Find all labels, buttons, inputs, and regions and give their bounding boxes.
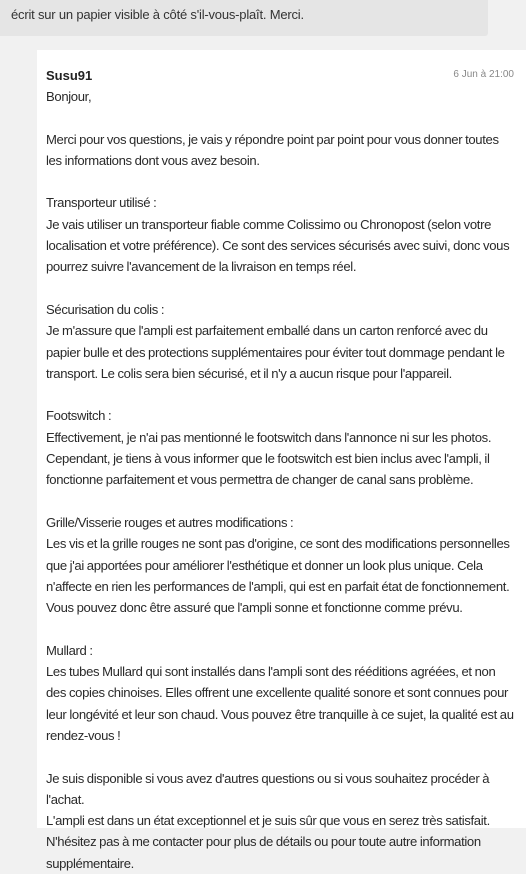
message-author[interactable]: Susu91 <box>46 68 93 83</box>
closing-line-1: Je suis disponible si vous avez d'autres questions ou si vous souhaitez procéder à l'achat. <box>46 770 490 807</box>
section-heading-footswitch: Footswitch : <box>46 408 112 424</box>
section-heading-securisation: Sécurisation du colis : <box>46 301 165 317</box>
message-greeting: Bonjour, <box>46 89 92 104</box>
previous-message-text: écrit sur un papier visible à côté s'il-vous-plaît. Merci. <box>11 7 304 22</box>
section-heading-mullard: Mullard : <box>46 642 93 658</box>
section-heading-transporteur: Transporteur utilisé : <box>46 195 157 211</box>
section-heading-grille: Grille/Visserie rouges et autres modifications : <box>46 514 294 530</box>
section-text-grille: Les vis et la grille rouges ne sont pas d'origine, ce sont des modifications personnelles que j'ai apportées pour améliorer l'esthétique et donner un look plus unique. Cela n'affecte en rien les performances de l'ampli, qui est en parfait état de fonctionnement. Vous pouvez donc être assuré que l'ampli sonne et fonctionne comme prévu. <box>46 536 510 616</box>
message-timestamp: 6 Jun à 21:00 <box>453 69 514 80</box>
message-body <box>46 86 514 874</box>
section-text-securisation: Je m'assure que l'ampli est parfaitement emballé dans un carton renforcé avec du papier bulle et des protections supplémentaires pour éviter tout dommage pendant le transport. Le colis sera bien sécurisé, et il n'y a aucun risque pour l'appareil. <box>46 323 505 381</box>
previous-message-bubble <box>0 0 488 36</box>
message-intro: Merci pour vos questions, je vais y répondre point par point pour vous donner toutes les informations dont vous avez besoin. <box>46 131 499 168</box>
section-text-footswitch: Effectivement, je n'ai pas mentionné le footswitch dans l'annonce ni sur les photos. Cependant, je tiens à vous informer que le footswitch est bien inclus avec l'ampli, il fonctionne parfaitement et vous permettra de changer de canal sans problème. <box>46 429 492 488</box>
section-text-mullard: Les tubes Mullard qui sont installés dans l'ampli sont des rééditions agréées, et non des copies chinoises. Elles offrent une excellente qualité sonore et sont connues pour leur longévité et leur son chaud. Vous pouvez être tranquille à ce sujet, la qualité est au rendez-vous ! <box>46 664 514 743</box>
message-card <box>37 50 526 871</box>
section-text-transporteur: Je vais utiliser un transporteur fiable comme Colissimo ou Chronopost (selon votre localisation et votre préférence). Ce sont des services sécurisés avec suivi, donc vous pourrez suivre l'avancement de la livraison en temps réel. <box>46 216 510 275</box>
message-header <box>46 67 514 86</box>
closing-line-2: L'ampli est dans un état exceptionnel et je suis sûr que vous en serez très satisfait. N'hésitez pas à me contacter pour plus de détails ou pour toute autre information supplémentaire. <box>46 813 490 871</box>
